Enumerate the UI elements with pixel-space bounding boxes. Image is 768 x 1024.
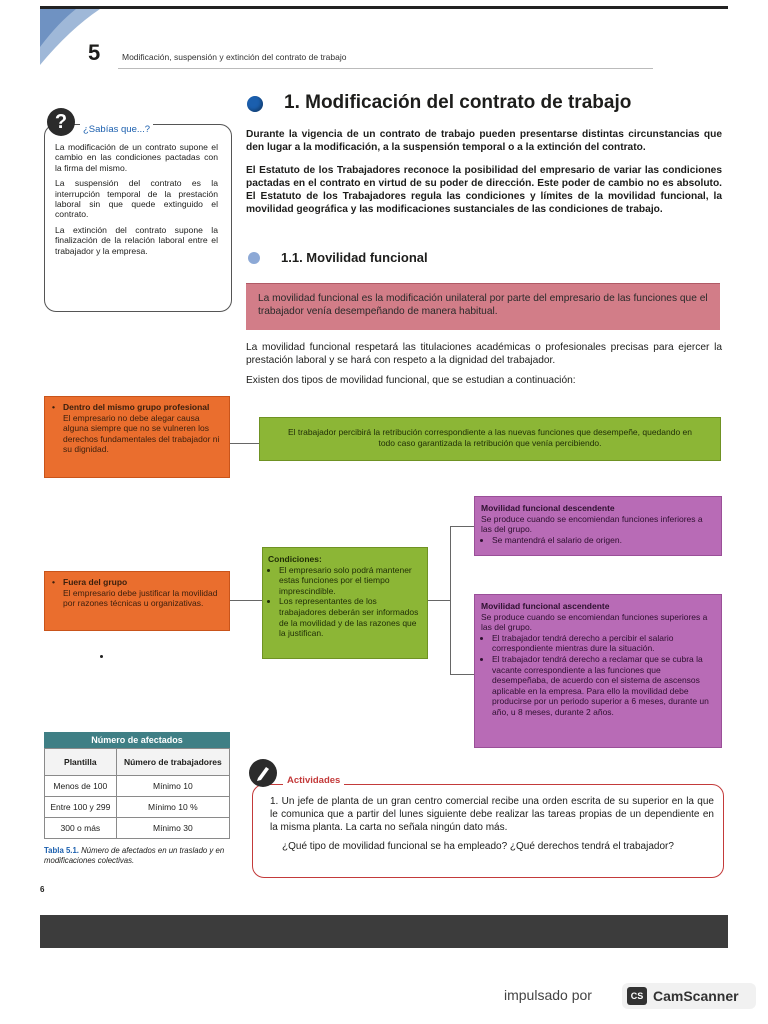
box-descendente [474, 496, 722, 556]
activities-title: Actividades [283, 775, 344, 786]
sidebar-p2: La suspensión del contrato es la interrupción temporal de la prestación laboral sin que quede extinguido el contrato. [55, 178, 218, 220]
table-cell: 300 o más [45, 818, 117, 839]
subsection-intro-types: Existen dos tipos de movilidad funcional, que se estudian a continuación: [246, 375, 576, 386]
table-caption [44, 846, 234, 866]
corner-decoration [40, 9, 120, 65]
table-title: Número de afectados [44, 732, 230, 748]
activity-item: 1. Un jefe de planta de un gran centro comercial recibe una orden escrita de su superior en la que le comunica que a partir del lunes siguiente debe realizar las tareas propias de un dependiente en la misma planta. La carta no señala ningún dato más. [270, 796, 714, 833]
box-condiciones [262, 547, 428, 659]
sidebar-p1: La modificación de un contrato supone el cambio en las condiciones pactadas con la firma del mismo. [55, 142, 218, 173]
sidebar-title: ¿Sabías que...? [80, 124, 153, 135]
ascendente-item: • El trabajador tendrá derecho a percibir el salario correspondiente mientras dure la situación. [492, 633, 715, 654]
chapter-title: Modificación, suspensión y extinción del contrato de trabajo [122, 52, 347, 62]
header-divider [118, 68, 653, 69]
page-number: 6 [40, 885, 45, 894]
table-header-cell: Plantilla [45, 749, 117, 776]
activity-question: ¿Qué tipo de movilidad funcional se ha empleado? ¿Qué derechos tendrá el trabajador? [282, 841, 674, 852]
activities-text [270, 795, 714, 859]
top-rule [40, 6, 728, 9]
table-cell: Menos de 100 [45, 776, 117, 797]
box-fuera-grupo: • Fuera del grupo El empresario debe justificar la movilidad por razones técnicas u organizativas. [44, 571, 230, 631]
stray-dot [100, 655, 103, 658]
table-row [45, 776, 230, 797]
condition-item: • Los representantes de los trabajadores deberán ser informados de la movilidad y de las razones que la justifican. [279, 596, 422, 638]
descendente-item: • Se mantendrá el salario de origen. [492, 535, 715, 546]
subsection-paragraph: La movilidad funcional respetará las titulaciones académicas o profesionales precisas para ejercer la prestación laboral y se hará con respeto a la dignidad del trabajador. [246, 342, 722, 366]
subsection-bullet-icon [248, 252, 260, 264]
connector [229, 600, 262, 601]
pencil-icon [249, 759, 277, 787]
section-intro: Durante la vigencia de un contrato de trabajo pueden presentarse distintas circunstancias que den lugar a la modificación, a la suspensión temporal o a la extinción del contrato. [246, 129, 722, 153]
box-ascendente-title: Movilidad funcional ascendente [481, 601, 610, 611]
affected-table [44, 732, 230, 839]
ascendente-item: • El trabajador tendrá derecho a reclamar que se cubra la vacante correspondiente a las funciones que desempeñaba, de acuerdo con el sistema de ascensos aplicable en la empresa. Para ello la movilidad debe producirse por un periodo superior a 6 meses, durante un año, u 8 meses, durante 2 años. [492, 654, 715, 718]
question-icon: ? [47, 108, 75, 136]
table-caption-text: Número de afectados en un traslado y en modificaciones colectivas. [44, 846, 225, 865]
chapter-number: 5 [88, 40, 101, 65]
connector [450, 526, 451, 674]
table-cell: Mínimo 30 [116, 818, 229, 839]
box-mismo-grupo-title: Dentro del mismo grupo profesional [63, 402, 210, 412]
box-fuera-grupo-text: El empresario debe justificar la movilidad por razones técnicas u organizativas. [63, 587, 218, 609]
table-row [45, 797, 230, 818]
box-retribucion [259, 417, 721, 461]
section-bullet-icon [247, 96, 263, 112]
box-ascendente [474, 594, 722, 748]
box-retribucion-text: El trabajador percibirá la retribución correspondiente a las nuevas funciones que desempeñe, quedando en todo caso garantizada la retribución que venía percibiendo. [287, 427, 692, 448]
connector [428, 600, 450, 601]
table-caption-label: Tabla 5.1. [44, 846, 79, 855]
section-title: 1. Modificación del contrato de trabajo [284, 92, 632, 113]
table-cell: Entre 100 y 299 [45, 797, 117, 818]
camscanner-icon: CS [627, 987, 647, 1005]
sidebar-p3: La extinción del contrato supone la finalización de la relación laboral entre el trabajador y la empresa. [55, 224, 218, 256]
section-paragraph: El Estatuto de los Trabajadores reconoce la posibilidad del empresario de variar las condiciones pactadas en el contrato en virtud de su poder de dirección. Este poder de cambio no es absoluto. El Estatuto de los Trabajadores regula las condiciones y límites de la movilidad funcional, la movilidad geográfica y las modificaciones sustanciales de las condiciones de trabajo. [246, 165, 722, 215]
box-condiciones-title: Condiciones: [268, 554, 322, 564]
camscanner-brand: CamScanner [653, 988, 739, 1004]
box-fuera-grupo-title: Fuera del grupo [63, 577, 128, 587]
box-descendente-text: Se produce cuando se encomiendan funciones inferiores a las del grupo. [481, 513, 703, 535]
definition-text: La movilidad funcional es la modificación unilateral por parte del empresario de las funciones que el trabajador venía desempeñando de manera habitual. [258, 293, 708, 317]
definition-box [246, 283, 720, 330]
sidebar-text [55, 142, 218, 261]
box-descendente-title: Movilidad funcional descendente [481, 503, 615, 513]
box-mismo-grupo: • Dentro del mismo grupo profesional El empresario no debe alegar causa alguna siempre que no se vulneren los derechos fundamentales del trabajador ni su dignidad. [44, 396, 230, 478]
box-ascendente-text: Se produce cuando se encomiendan funciones superiores a las del grupo. [481, 611, 708, 633]
connector [450, 674, 474, 675]
connector [229, 443, 259, 444]
box-mismo-grupo-text: El empresario no debe alegar causa alguna siempre que no se vulneren los derechos fundamentales del trabajador ni su dignidad. [63, 412, 220, 455]
table-cell: Mínimo 10 [116, 776, 229, 797]
bottom-bar [40, 915, 728, 948]
connector [450, 526, 474, 527]
table-row [45, 818, 230, 839]
powered-by-text: impulsado por [504, 987, 592, 1003]
subsection-title: 1.1. Movilidad funcional [281, 250, 428, 265]
table-cell: Mínimo 10 % [116, 797, 229, 818]
condition-item: • El empresario solo podrá mantener estas funciones por el tiempo imprescindible. [279, 565, 422, 597]
table-header-row [45, 749, 230, 776]
table-header-cell: Número de trabajadores [116, 749, 229, 776]
